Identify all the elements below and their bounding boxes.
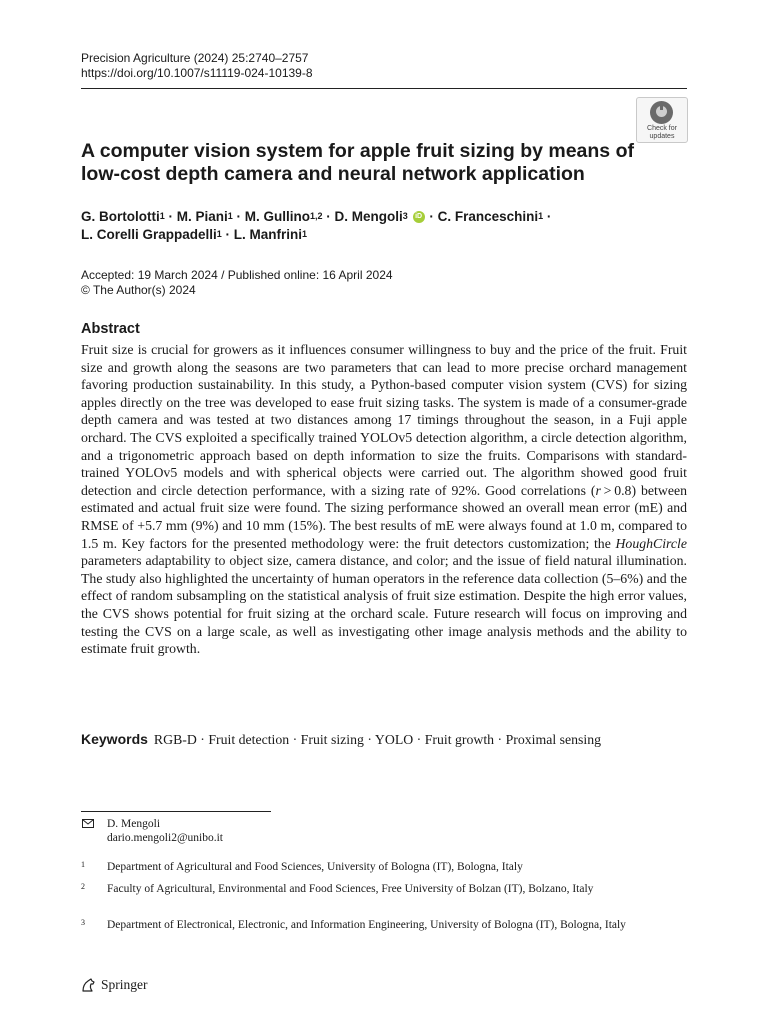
- author-name: D. Mengoli: [334, 209, 403, 224]
- keywords-list: RGB-D · Fruit detection · Fruit sizing · YOLO · Fruit growth · Proximal sensing: [153, 732, 602, 747]
- check-for-updates-badge[interactable]: [636, 97, 688, 143]
- author-affiliation-ref: 1: [538, 211, 544, 221]
- accepted-published-dates: Accepted: 19 March 2024 / Published online: 16 April 2024: [81, 268, 393, 282]
- author-affiliation-ref: 1,2: [310, 211, 323, 221]
- author-name: L. Manfrini: [233, 227, 303, 242]
- author-affiliation-ref: 1: [227, 211, 233, 221]
- affiliation-number: 3: [81, 918, 85, 927]
- keywords-section: [81, 730, 687, 749]
- article-title: A computer vision system for apple fruit sizing by means of low-cost depth camera and neural network application: [81, 140, 634, 185]
- author-affiliation-ref: 1: [302, 229, 308, 239]
- author-list: G. Bortolotti$^1$ · M. Piani$^1$ · M. Gullino$^{1,2}$ · D. Mengoli$^3$ iD · C. Franceschini$^1$ · L. Corelli Grappadelli$^1$ · L. Manfrini$^1$: [81, 209, 552, 242]
- author-name: C. Franceschini: [437, 209, 539, 224]
- corresponding-email[interactable]: dario.mengoli2@unibo.it: [107, 832, 223, 844]
- affiliation-number: 2: [81, 882, 85, 891]
- journal-header: [81, 51, 313, 81]
- springer-horse-icon: [80, 977, 96, 993]
- author-affiliation-ref: 1: [216, 229, 222, 239]
- journal-doi-link[interactable]: https://doi.org/10.1007/s11119-024-10139-8: [81, 66, 313, 80]
- affiliation-text: Department of Electronical, Electronic, and Information Engineering, University of Bologna (IT), Bologna, Italy: [107, 919, 626, 931]
- author-name: L. Corelli Grappadelli: [81, 227, 217, 242]
- author-affiliation-ref: 3: [402, 211, 408, 221]
- orcid-icon[interactable]: iD: [413, 211, 425, 223]
- corresponding-name: D. Mengoli: [107, 818, 161, 830]
- publisher-name: Springer: [101, 977, 148, 992]
- affiliation-number: 1: [81, 860, 85, 869]
- footnote-divider: [81, 811, 271, 812]
- keywords-label: Keywords: [81, 731, 148, 747]
- author-affiliation-ref: 1: [159, 211, 165, 221]
- publication-dates: [81, 268, 393, 298]
- check-for-updates-icon: [650, 101, 673, 124]
- check-for-updates-label: Check for updates: [647, 125, 677, 140]
- affiliation-text: Faculty of Agricultural, Environmental and Food Sciences, Free University of Bolzan (IT), Bolzano, Italy: [107, 883, 594, 895]
- abstract-body: Fruit size is crucial for growers as it influences consumer willingness to buy and the price of the fruit. Fruit size and growth along the seasons are two parameters that can lead to more precise orchard management favoring production sustainability. In this study, a Python-based computer vision system (CVS) for sizing apples directly on the tree was developed to ease fruit sizing tasks. The system is made of a consumer-grade depth camera and was tested at two distances among 17 timings throughout the season, in a Fuji apple orchard. The CVS exploited a specifically trained YOLOv5 detection algorithm, a circle detection algorithm, and a trigonometric approach based on depth information to size the fruits. Comparisons with standard-trained YOLOv5 models and with spherical objects were carried out. The algorithm showed good fruit detection and circle detection performance, with a sizing rate of 92%. Good correlations (r > 0.8) between estimated and actual fruit size were found. The sizing performance showed an overall mean error (mE) and RMSE of +5.7 mm (9%) and 10 mm (15%). The best results of mE were always found at 1.0 m, compared to 1.5 m. Key factors for the presented methodology were: the fruit detectors customization; the HoughCircle parameters adaptability to object size, camera distance, and color; and the issue of field natural illumination. The study also highlighted the uncertainty of human operators in the reference data collection (5–6%) and the effect of random subsampling on the statistical analysis of fruit size estimation. Despite the high error values, the CVS shows potential for fruit sizing at the orchard scale. Future research will focus on improving and testing the CVS on a large scale, as well as investigating other image analysis methods and the ability to estimate fruit growth.: [81, 342, 688, 657]
- envelope-icon: [82, 819, 94, 828]
- header-divider: [81, 88, 687, 89]
- affiliation-text: Department of Agricultural and Food Sciences, University of Bologna (IT), Bologna, Italy: [107, 861, 523, 873]
- author-name: M. Piani: [176, 209, 228, 224]
- abstract-heading: Abstract: [81, 321, 140, 337]
- journal-citation: Precision Agriculture (2024) 25:2740–2757: [81, 51, 309, 65]
- author-name: M. Gullino: [244, 209, 311, 224]
- copyright-notice: © The Author(s) 2024: [81, 283, 196, 297]
- author-name: G. Bortolotti: [81, 209, 160, 224]
